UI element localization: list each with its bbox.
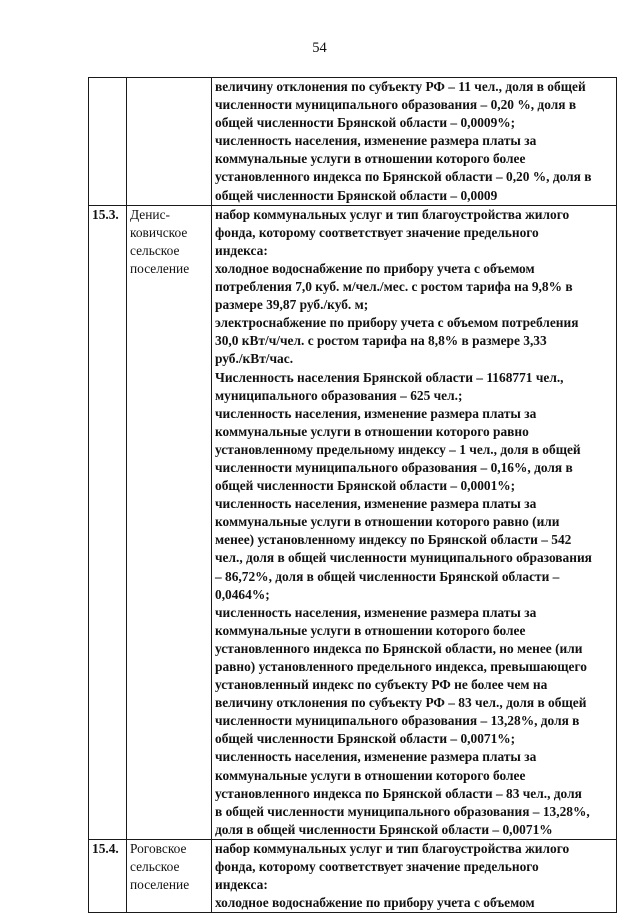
text-line: поселение: [130, 260, 190, 276]
table-row: [89, 78, 617, 206]
page-number: 54: [312, 40, 327, 56]
text-line: численность населения, изменение размера платы за: [215, 133, 537, 149]
text-line: 0,0464%;: [215, 586, 270, 602]
text-line: чел., доля в общей численности муниципального образования: [215, 550, 592, 566]
row-number: 15.4.: [89, 839, 127, 912]
text-line: индекса:: [215, 877, 268, 893]
text-line: установленному предельному индексу – 1 чел., доля в общей: [215, 441, 581, 457]
text-line: численность населения, изменение размера платы за: [215, 604, 537, 620]
text-line: равно) установленного предельного индекса, превышающего: [215, 659, 587, 674]
text-line: коммунальные услуги в отношении которого равно (или: [215, 514, 560, 530]
text-line: фонда, которому соответствует значение предельного: [215, 859, 539, 875]
row-description: [212, 839, 617, 912]
text-line: установленного индекса по Брянской области – 83 чел., доля: [215, 785, 582, 801]
text-line: установленного индекса по Брянской области – 0,20 %, доля в: [215, 169, 592, 185]
text-line: набор коммунальных услуг и тип благоустройства жилого: [215, 840, 570, 856]
tariff-table: [88, 77, 617, 913]
settlement-name: [127, 839, 212, 912]
text-line: холодное водоснабжение по прибору учета с объемом: [215, 260, 535, 276]
row-number: 15.3.: [89, 205, 127, 839]
text-line: коммунальные услуги в отношении которого более: [215, 151, 526, 167]
text-line: сельское: [130, 242, 180, 258]
text-line: индекса:: [215, 242, 268, 258]
text-line: 30,0 кВт/ч/чел. с ростом тарифа на 8,8% в размере 3,33: [215, 333, 547, 349]
text-line: величину отклонения по субъекту РФ – 11 чел., доля в общей: [215, 79, 586, 94]
text-line: коммунальные услуги в отношении которого равно: [215, 423, 529, 439]
row-number: [89, 78, 127, 206]
text-line: численности муниципального образования – 0,16%, доля в: [215, 459, 573, 475]
text-line: численность населения, изменение размера платы за: [215, 496, 537, 512]
text-line: общей численности Брянской области – 0,0009: [215, 187, 498, 203]
text-line: размере 39,87 руб./куб. м;: [215, 297, 369, 313]
text-line: установленный индекс по субъекту РФ не более чем на: [215, 677, 548, 693]
text-line: в общей численности муниципального образования – 13,28%,: [215, 803, 590, 819]
text-line: общей численности Брянской области – 0,0009%;: [215, 115, 516, 131]
text-line: общей численности Брянской области – 0,0001%;: [215, 478, 516, 494]
text-line: установленного индекса по Брянской области, но менее (или: [215, 640, 583, 656]
text-line: руб./кВт/час.: [215, 351, 294, 367]
settlement-name: [127, 78, 212, 206]
settlement-name: [127, 205, 212, 839]
text-line: численность населения, изменение размера платы за: [215, 749, 537, 765]
text-line: сельское: [130, 859, 180, 875]
table-body: [89, 78, 617, 913]
text-line: величину отклонения по субъекту РФ – 83 чел., доля в общей: [215, 695, 587, 711]
text-line: – 86,72%, доля в общей численности Брянской области –: [215, 568, 560, 584]
row-description: [212, 205, 617, 839]
text-line: общей численности Брянской области – 0,0071%;: [215, 731, 516, 747]
text-line: ковичское: [130, 224, 188, 240]
text-line: Численность населения Брянской области – 1168771 чел.,: [215, 369, 564, 385]
text-line: Денис-: [130, 206, 170, 222]
text-line: набор коммунальных услуг и тип благоустройства жилого: [215, 206, 570, 222]
text-line: муниципального образования – 625 чел.;: [215, 387, 463, 403]
text-line: численности муниципального образования – 0,20 %, доля в: [215, 97, 577, 113]
text-line: фонда, которому соответствует значение предельного: [215, 224, 539, 240]
text-line: Роговское: [130, 840, 187, 856]
text-line: коммунальные услуги в отношении которого более: [215, 767, 526, 783]
text-line: менее) установленному индексу по Брянской области – 542: [215, 532, 572, 548]
text-line: потребления 7,0 куб. м/чел./мес. с ростом тарифа на 9,8% в: [215, 279, 573, 295]
text-line: доля в общей численности Брянской области – 0,0071%: [215, 821, 553, 837]
text-line: холодное водоснабжение по прибору учета с объемом: [215, 895, 535, 911]
row-description: [212, 78, 617, 206]
text-line: поселение: [130, 877, 190, 893]
text-line: численность населения, изменение размера платы за: [215, 405, 537, 421]
table-row: [89, 205, 617, 839]
table-row: [89, 839, 617, 912]
text-line: электроснабжение по прибору учета с объемом потребления: [215, 315, 579, 331]
text-line: численности муниципального образования – 13,28%, доля в: [215, 713, 580, 729]
text-line: коммунальные услуги в отношении которого более: [215, 622, 526, 638]
